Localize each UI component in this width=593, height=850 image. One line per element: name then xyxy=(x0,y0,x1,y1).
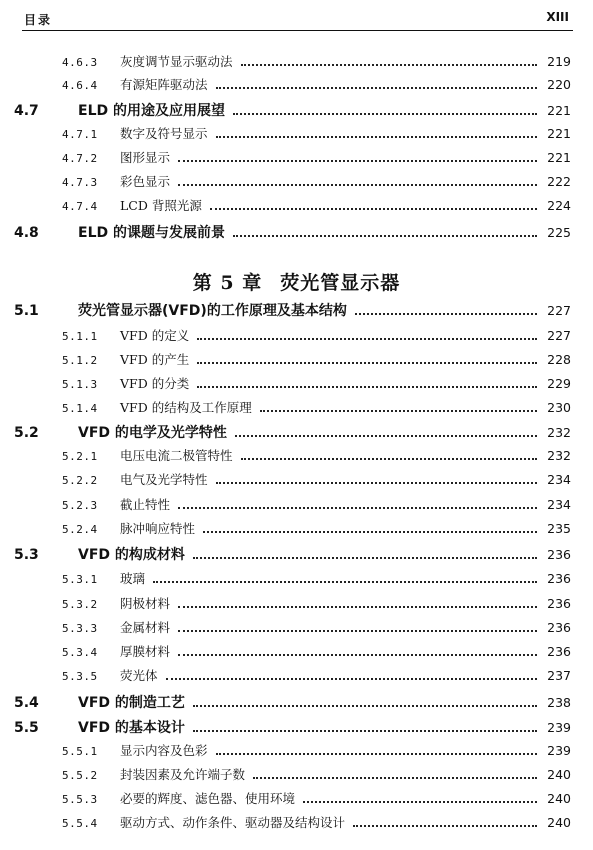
toc-entry[interactable] xyxy=(0,172,571,190)
toc-entry-number: 5.3.4 xyxy=(62,646,98,659)
toc-entry-title: LCD 背照光源 xyxy=(120,198,202,213)
toc-entry[interactable] xyxy=(0,196,571,214)
toc-entry-page: 236 xyxy=(547,644,571,659)
toc-entry-page: 240 xyxy=(547,815,571,830)
toc-entry-title: 显示内容及色彩 xyxy=(120,743,208,758)
toc-entry-page: 230 xyxy=(547,400,571,415)
toc-entry[interactable] xyxy=(0,765,571,783)
chapter-heading xyxy=(0,268,593,295)
toc-entry[interactable] xyxy=(0,222,571,242)
toc-entry-page: 236 xyxy=(547,596,571,611)
toc-dot-leader xyxy=(203,531,537,533)
toc-entry-title: 荧光管显示器(VFD)的工作原理及基本结构 xyxy=(78,303,347,319)
toc-dot-leader xyxy=(178,184,537,186)
running-header xyxy=(22,8,573,31)
toc-dot-leader xyxy=(193,557,537,559)
toc-entry[interactable] xyxy=(0,642,571,660)
toc-dot-leader xyxy=(353,825,537,827)
toc-entry-page: 229 xyxy=(547,376,571,391)
toc-dot-leader xyxy=(178,654,537,656)
toc-entry-page: 236 xyxy=(547,620,571,635)
toc-entry-title: 有源矩阵驱动法 xyxy=(120,77,208,92)
toc-entry-number: 5.5.1 xyxy=(62,745,98,758)
toc-entry-title: 数字及符号显示 xyxy=(120,126,208,141)
toc-entry-page: 240 xyxy=(547,791,571,806)
toc-entry-number: 5.2.1 xyxy=(62,450,98,463)
toc-dot-leader xyxy=(216,136,537,138)
toc-entry-title: VFD 的结构及工作原理 xyxy=(120,400,252,415)
toc-dot-leader xyxy=(260,410,537,412)
toc-entry-title: 截止特性 xyxy=(120,497,171,512)
toc-entry-title: 驱动方式、动作条件、驱动器及结构设计 xyxy=(120,815,346,830)
toc-dot-leader xyxy=(166,678,537,680)
chapter-label: 第 5 章 xyxy=(192,272,263,294)
toc-dot-leader xyxy=(235,435,537,437)
toc-dot-leader xyxy=(216,753,537,755)
toc-entry[interactable] xyxy=(0,446,571,464)
toc-entry-page: 239 xyxy=(547,743,571,758)
toc-entry-title: 厚膜材料 xyxy=(120,644,171,659)
toc-entry[interactable] xyxy=(0,495,571,513)
toc-dot-leader xyxy=(355,313,537,315)
toc-entry-page: 236 xyxy=(547,547,571,562)
toc-entry-number: 5.1.4 xyxy=(62,402,98,415)
header-section-title: 目录 xyxy=(24,13,53,27)
toc-entry-page: 228 xyxy=(547,352,571,367)
toc-entry[interactable] xyxy=(0,374,571,392)
toc-entry-page: 236 xyxy=(547,571,571,586)
toc-entry[interactable] xyxy=(0,422,571,442)
toc-entry[interactable] xyxy=(0,300,571,320)
toc-entry-number: 5.4 xyxy=(14,695,39,711)
toc-entry-number: 4.7.2 xyxy=(62,152,98,165)
toc-entry-page: 232 xyxy=(547,425,571,440)
toc-entry-number: 4.7.1 xyxy=(62,128,98,141)
toc-entry[interactable] xyxy=(0,741,571,759)
toc-entry-title: 电气及光学特性 xyxy=(120,472,208,487)
toc-entry[interactable] xyxy=(0,692,571,712)
toc-dot-leader xyxy=(178,507,537,509)
toc-entry[interactable] xyxy=(0,519,571,537)
toc-dot-leader xyxy=(216,87,537,89)
toc-entry-page: 224 xyxy=(547,198,571,213)
toc-entry-page: 221 xyxy=(547,126,571,141)
toc-dot-leader xyxy=(197,386,537,388)
toc-entry-number: 5.5.4 xyxy=(62,817,98,830)
toc-entry-number: 4.7.3 xyxy=(62,176,98,189)
toc-entry-page: 222 xyxy=(547,174,571,189)
toc-entry[interactable] xyxy=(0,100,571,120)
toc-entry-number: 5.2.2 xyxy=(62,474,98,487)
toc-entry[interactable] xyxy=(0,618,571,636)
header-page-number: XIII xyxy=(546,10,569,24)
toc-entry-title: 阴极材料 xyxy=(120,596,171,611)
toc-entry-title: VFD 的分类 xyxy=(120,376,190,391)
toc-entry-number: 4.7 xyxy=(14,103,39,119)
toc-entry-title: 金属材料 xyxy=(120,620,171,635)
toc-dot-leader xyxy=(241,64,537,66)
toc-entry-title: ELD 的课题与发展前景 xyxy=(78,225,225,241)
toc-entry-number: 5.3.1 xyxy=(62,573,98,586)
toc-entry-number: 5.3.5 xyxy=(62,670,98,683)
toc-entry-page: 234 xyxy=(547,497,571,512)
toc-entry-title: 封装因素及允许端子数 xyxy=(120,767,246,782)
toc-entry-number: 5.3.2 xyxy=(62,598,98,611)
toc-entry-page: 232 xyxy=(547,448,571,463)
toc-entry-page: 240 xyxy=(547,767,571,782)
toc-entry-page: 221 xyxy=(547,150,571,165)
toc-entry-page: 239 xyxy=(547,720,571,735)
toc-dot-leader xyxy=(178,160,537,162)
toc-entry-page: 227 xyxy=(547,328,571,343)
toc-entry[interactable] xyxy=(0,75,571,93)
toc-entry[interactable] xyxy=(0,717,571,737)
toc-entry[interactable] xyxy=(0,666,571,684)
toc-entry-number: 5.1 xyxy=(14,303,39,319)
toc-entry-number: 5.5 xyxy=(14,720,39,736)
toc-entry-title: 玻璃 xyxy=(120,571,146,586)
toc-entry[interactable] xyxy=(0,544,571,564)
toc-entry-number: 4.8 xyxy=(14,225,39,241)
toc-entry[interactable] xyxy=(0,398,571,416)
toc-entry-title: ELD 的用途及应用展望 xyxy=(78,103,225,119)
toc-dot-leader xyxy=(233,113,537,115)
toc-entry-number: 5.3 xyxy=(14,547,39,563)
toc-entry[interactable] xyxy=(0,470,571,488)
toc-entry-page: 225 xyxy=(547,225,571,240)
toc-entry-title: 电压电流二极管特性 xyxy=(120,448,233,463)
toc-entry[interactable] xyxy=(0,52,571,70)
toc-entry-number: 5.1.2 xyxy=(62,354,98,367)
toc-entry-number: 5.1.3 xyxy=(62,378,98,391)
toc-entry-title: 荧光体 xyxy=(120,668,158,683)
toc-dot-leader xyxy=(233,235,537,237)
toc-dot-leader xyxy=(193,705,537,707)
toc-entry-title: VFD 的基本设计 xyxy=(78,720,185,736)
toc-entry-page: 235 xyxy=(547,521,571,536)
toc-entry[interactable] xyxy=(0,148,571,166)
toc-dot-leader xyxy=(210,208,537,210)
toc-entry-number: 5.3.3 xyxy=(62,622,98,635)
toc-dot-leader xyxy=(178,630,537,632)
toc-entry-number: 5.2 xyxy=(14,425,39,441)
toc-entry-number: 5.2.3 xyxy=(62,499,98,512)
toc-entry-title: VFD 的产生 xyxy=(120,352,190,367)
toc-entry-page: 219 xyxy=(547,54,571,69)
toc-dot-leader xyxy=(197,338,537,340)
toc-entry-title: VFD 的电学及光学特性 xyxy=(78,425,227,441)
toc-dot-leader xyxy=(253,777,537,779)
toc-entry-page: 220 xyxy=(547,77,571,92)
toc-entry-title: 必要的辉度、滤色器、使用环境 xyxy=(120,791,296,806)
toc-entry[interactable] xyxy=(0,350,571,368)
toc-entry-title: 脉冲响应特性 xyxy=(120,521,196,536)
toc-entry[interactable] xyxy=(0,813,571,831)
toc-entry-page: 227 xyxy=(547,303,571,318)
toc-entry[interactable] xyxy=(0,569,571,587)
toc-dot-leader xyxy=(197,362,537,364)
toc-entry-title: VFD 的构成材料 xyxy=(78,547,185,563)
chapter-title: 荧光管显示器 xyxy=(280,272,401,294)
toc-entry-page: 234 xyxy=(547,472,571,487)
toc-entry-number: 4.7.4 xyxy=(62,200,98,213)
toc-entry-number: 5.2.4 xyxy=(62,523,98,536)
toc-dot-leader xyxy=(178,606,537,608)
toc-entry-title: 灰度调节显示驱动法 xyxy=(120,54,233,69)
toc-entry-page: 221 xyxy=(547,103,571,118)
toc-entry[interactable] xyxy=(0,789,571,807)
toc-dot-leader xyxy=(216,482,537,484)
toc-entry-title: 彩色显示 xyxy=(120,174,171,189)
toc-entry-page: 238 xyxy=(547,695,571,710)
toc-entry-page: 237 xyxy=(547,668,571,683)
toc-dot-leader xyxy=(303,801,537,803)
toc-entry-title: VFD 的定义 xyxy=(120,328,190,343)
toc-entry-number: 5.5.2 xyxy=(62,769,98,782)
toc-entry[interactable] xyxy=(0,594,571,612)
toc-entry-number: 5.5.3 xyxy=(62,793,98,806)
toc-entry-number: 4.6.3 xyxy=(62,56,98,69)
toc-entry-number: 5.1.1 xyxy=(62,330,98,343)
toc-dot-leader xyxy=(153,581,537,583)
toc-entry-title: VFD 的制造工艺 xyxy=(78,695,185,711)
toc-dot-leader xyxy=(193,730,537,732)
toc-entry-number: 4.6.4 xyxy=(62,79,98,92)
toc-entry[interactable] xyxy=(0,124,571,142)
toc-entry[interactable] xyxy=(0,326,571,344)
toc-dot-leader xyxy=(241,458,537,460)
toc-entry-title: 图形显示 xyxy=(120,150,171,165)
